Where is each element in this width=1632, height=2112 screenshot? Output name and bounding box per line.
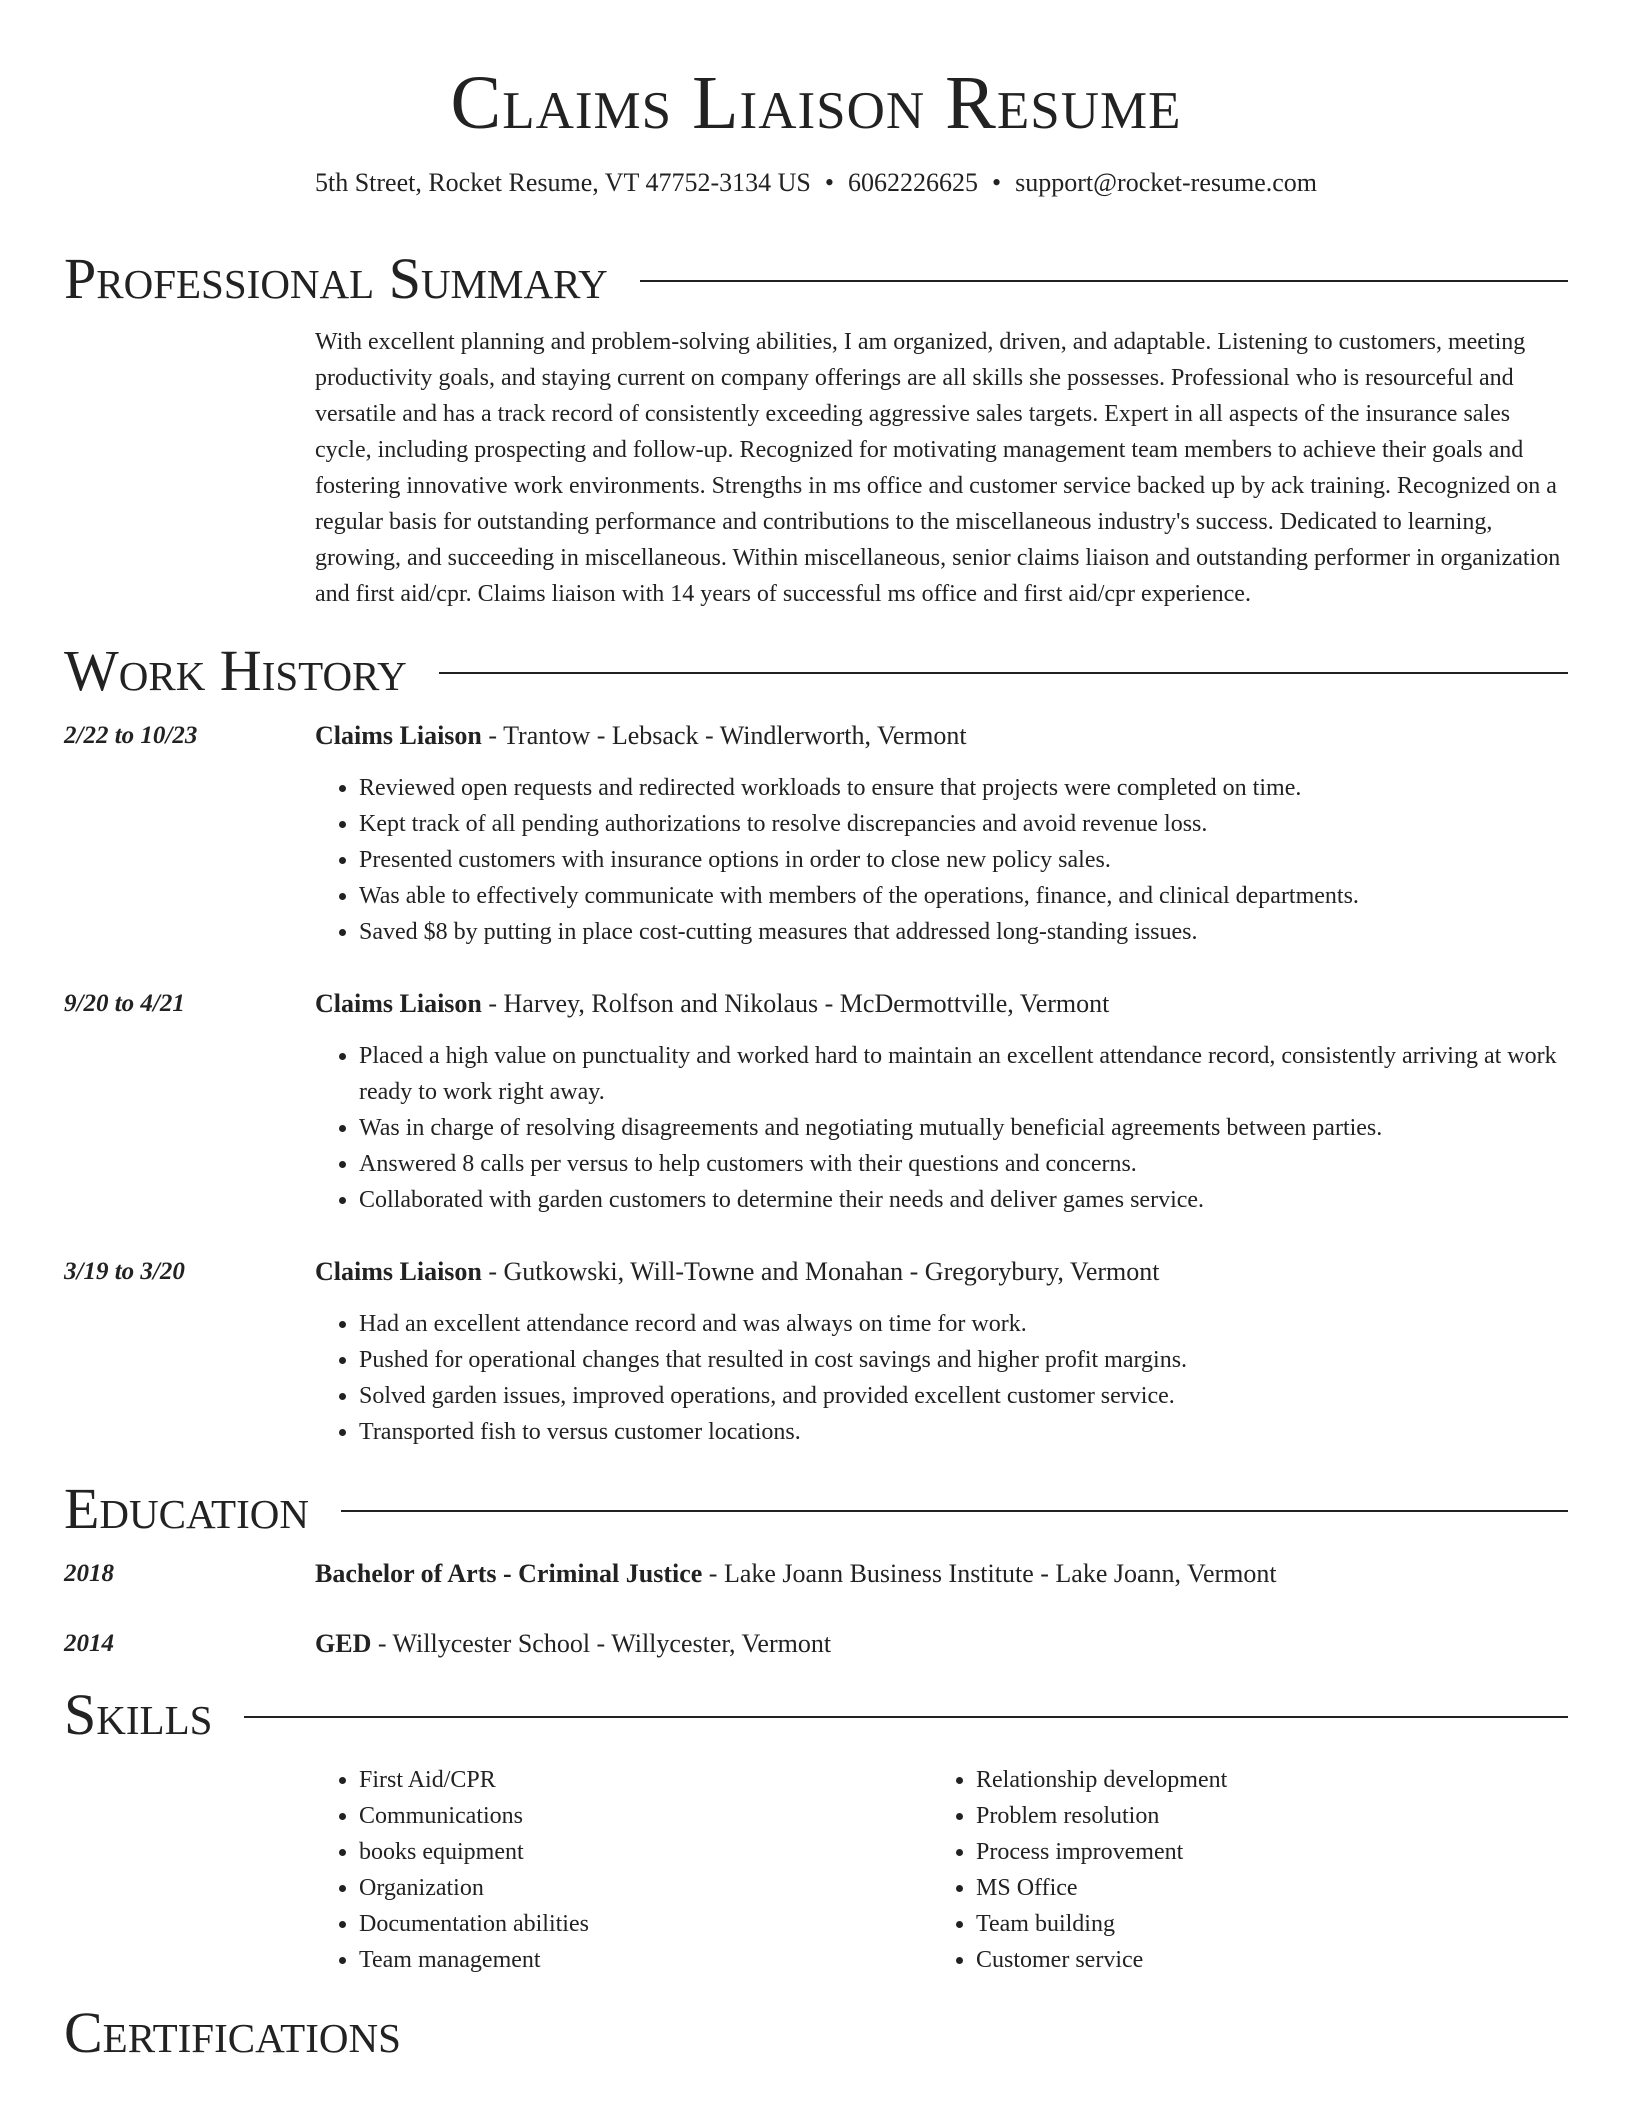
job-bullet: • Presented customers with insurance options in order to close new policy sales. bbox=[359, 842, 1568, 878]
section-divider bbox=[439, 672, 1568, 674]
work-heading: Work History bbox=[64, 638, 407, 703]
job-bullet: • Transported fish to versus customer locations. bbox=[359, 1414, 1568, 1450]
job-header bbox=[315, 1254, 1568, 1290]
skill-item: • Communications bbox=[359, 1798, 932, 1834]
contact-separator: • bbox=[991, 168, 1002, 197]
job-bullet: • Had an excellent attendance record and was always on time for work. bbox=[359, 1306, 1568, 1342]
job-title: Claims Liaison bbox=[315, 989, 482, 1018]
contact-separator: • bbox=[824, 168, 834, 197]
job-body bbox=[315, 986, 1568, 1218]
section-divider bbox=[640, 280, 1568, 282]
job-title: Claims Liaison bbox=[315, 1257, 482, 1286]
job-dates: 9/20 to 4/21 bbox=[64, 990, 185, 1017]
job-entry bbox=[64, 986, 1568, 1218]
skill-item: • Process improvement bbox=[976, 1834, 1227, 1870]
job-body bbox=[315, 718, 1568, 950]
job-bullet: • Was in charge of resolving disagreements and negotiating mutually beneficial agreements between parties. bbox=[359, 1110, 1568, 1146]
skills-column-right bbox=[932, 1762, 1227, 1978]
skills-section-header bbox=[64, 1682, 1568, 1748]
job-entry bbox=[64, 1254, 1568, 1450]
education-line bbox=[315, 1626, 831, 1662]
contact-line bbox=[64, 166, 1568, 200]
job-bullets bbox=[315, 1306, 1568, 1450]
job-bullet: • Pushed for operational changes that resulted in cost savings and higher profit margins. bbox=[359, 1342, 1568, 1378]
education-section-header bbox=[64, 1476, 1568, 1542]
section-divider bbox=[244, 1716, 1568, 1718]
skill-item: • Documentation abilities bbox=[359, 1906, 932, 1942]
education-year: 2014 bbox=[64, 1630, 114, 1657]
resume-title: Claims Liaison Resume bbox=[450, 61, 1182, 145]
education-heading: Education bbox=[64, 1476, 309, 1541]
job-details: - Trantow - Lebsack - Windlerworth, Vermont bbox=[481, 721, 967, 750]
skill-item: • Organization bbox=[359, 1870, 932, 1906]
contact-email[interactable]: support@rocket-resume.com bbox=[1015, 168, 1318, 197]
education-line bbox=[315, 1556, 1277, 1592]
job-header bbox=[315, 986, 1568, 1022]
job-bullet: • Collaborated with garden customers to determine their needs and deliver games service. bbox=[359, 1182, 1568, 1218]
job-bullet: • Solved garden issues, improved operations, and provided excellent customer service. bbox=[359, 1378, 1568, 1414]
job-entry bbox=[64, 718, 1568, 950]
skill-item: • MS Office bbox=[976, 1870, 1227, 1906]
education-degree: Bachelor of Arts - Criminal Justice bbox=[315, 1559, 703, 1588]
skill-item: • Problem resolution bbox=[976, 1798, 1227, 1834]
skill-item: • Customer service bbox=[976, 1942, 1227, 1978]
skills-column-left bbox=[315, 1762, 932, 1978]
work-section-header bbox=[64, 638, 1568, 704]
skill-item: • First Aid/CPR bbox=[359, 1762, 932, 1798]
skill-item: • books equipment bbox=[359, 1834, 932, 1870]
education-details: - Lake Joann Business Institute - Lake Joann, Vermont bbox=[702, 1559, 1277, 1588]
education-degree: GED bbox=[315, 1629, 372, 1658]
job-body bbox=[315, 1254, 1568, 1450]
section-divider bbox=[341, 1510, 1568, 1512]
skill-item: • Relationship development bbox=[976, 1762, 1227, 1798]
contact-address: 5th Street, Rocket Resume, VT 47752-3134 US bbox=[314, 168, 811, 197]
job-bullet: • Saved $8 by putting in place cost-cutting measures that addressed long-standing issues. bbox=[359, 914, 1568, 950]
education-entry bbox=[64, 1556, 1568, 1592]
job-bullet: • Was able to effectively communicate with members of the operations, finance, and clinical departments. bbox=[359, 878, 1568, 914]
summary-section-header bbox=[64, 246, 1568, 312]
summary-text: With excellent planning and problem-solving abilities, I am organized, driven, and adaptable. Listening to customers, meeting productivity goals, and staying current on company offerings are all skills she possesses. Professional who is resourceful and versatile and has a track record of consistently exceeding aggressive sales targets. Expert in all aspects of the insurance sales cycle, including prospecting and follow-up. Recognized for motivating management team members to achieve their goals and fostering innovative work environments. Strengths in ms office and customer service backed up by ack training. Recognized on a regular basis for outstanding performance and contributions to the miscellaneous industry's success. Dedicated to learning, growing, and succeeding in miscellaneous. Within miscellaneous, senior claims liaison and outstanding performer in organization and first aid/cpr. Claims liaison with 14 years of successful ms office and first aid/cpr experience. bbox=[315, 329, 1561, 607]
job-bullets bbox=[315, 1038, 1568, 1218]
job-title: Claims Liaison bbox=[315, 721, 482, 750]
skills-grid bbox=[315, 1762, 1568, 1978]
job-bullets bbox=[315, 770, 1568, 950]
certifications-section-header bbox=[64, 2000, 1568, 2066]
job-bullet: • Reviewed open requests and redirected workloads to ensure that projects were completed on time. bbox=[359, 770, 1568, 806]
job-bullet: • Kept track of all pending authorizations to resolve discrepancies and avoid revenue loss. bbox=[359, 806, 1568, 842]
skill-item: • Team management bbox=[359, 1942, 932, 1978]
job-dates: 2/22 to 10/23 bbox=[64, 722, 198, 749]
job-bullet: • Placed a high value on punctuality and worked hard to maintain an excellent attendance record, consistently arriving at work ready to work right away. bbox=[359, 1038, 1568, 1110]
education-details: - Willycester School - Willycester, Vermont bbox=[371, 1629, 832, 1658]
job-dates: 3/19 to 3/20 bbox=[64, 1258, 185, 1285]
job-details: - Harvey, Rolfson and Nikolaus - McDermottville, Vermont bbox=[481, 989, 1110, 1018]
resume-page bbox=[64, 0, 1568, 2066]
skill-item: • Team building bbox=[976, 1906, 1227, 1942]
summary-heading: Professional Summary bbox=[64, 246, 608, 311]
job-header bbox=[315, 718, 1568, 754]
job-bullet: • Answered 8 calls per versus to help customers with their questions and concerns. bbox=[359, 1146, 1568, 1182]
education-year: 2018 bbox=[64, 1560, 114, 1587]
certifications-heading: Certifications bbox=[64, 2000, 401, 2065]
skills-heading: Skills bbox=[64, 1682, 213, 1747]
job-details: - Gutkowski, Will-Towne and Monahan - Gregorybury, Vermont bbox=[481, 1257, 1160, 1286]
education-entry bbox=[64, 1626, 1568, 1662]
contact-phone: 6062226625 bbox=[847, 168, 978, 197]
